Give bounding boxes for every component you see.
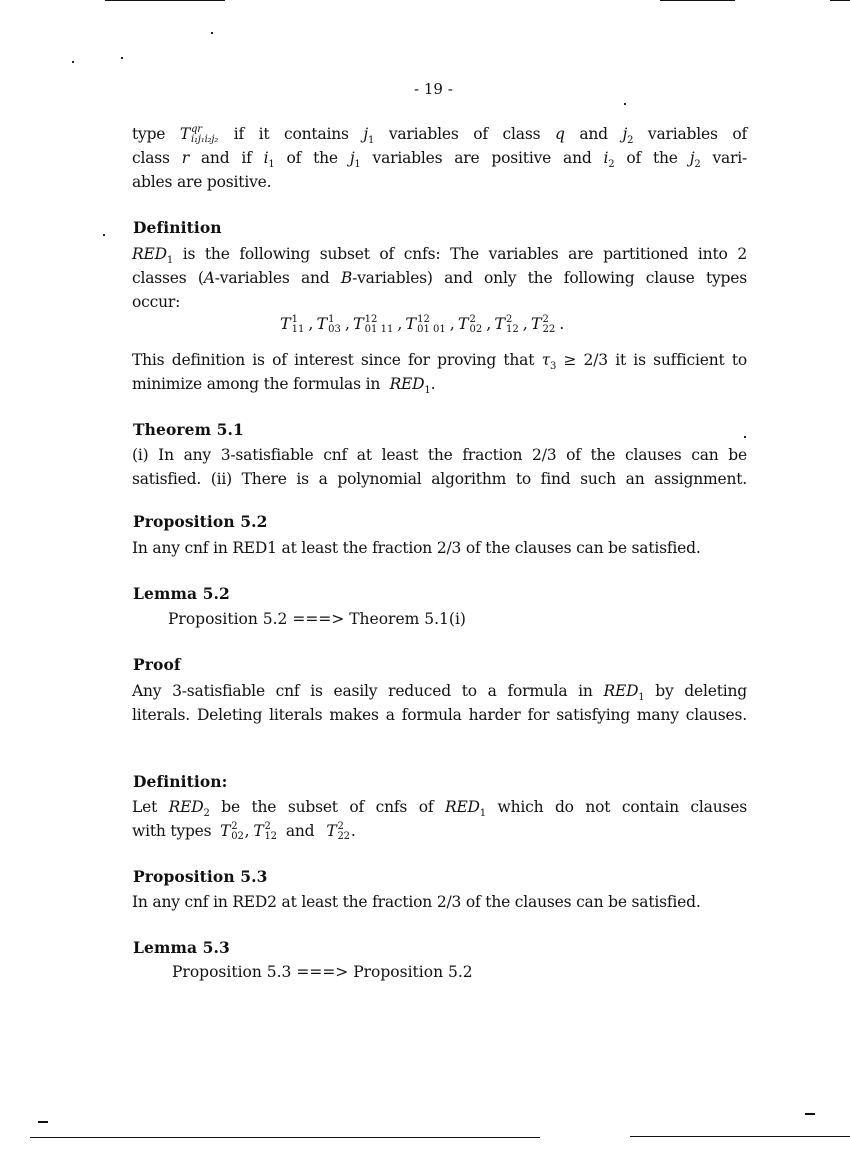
note-line-1 [132,348,747,372]
math-T: T [179,125,191,143]
scan-mark-bottom-left [38,1121,48,1123]
clause-type-subscript: 03 [328,323,341,335]
text: -variables) and only the following clause types [352,269,747,287]
note-line-2 [132,372,747,396]
proof-line-2: literals. Deleting literals makes a formula harder for satisfying many clauses. [132,706,747,724]
math-q: q [554,125,565,143]
definition-note [132,348,747,396]
proof-line-1 [132,679,747,703]
math-red: RED [168,798,204,816]
type-superscript: qr [191,124,202,135]
subscript: 2 [608,159,615,171]
math-A: A [203,269,215,287]
definition2-line-2 [132,819,747,843]
clause-type-subscript: 22 [337,831,350,842]
clause-type-superscript: 2 [337,821,344,832]
theorem-body [132,443,747,491]
scan-rule-top-far-right [830,0,850,1]
subscript: 1 [424,385,431,397]
separator: , [344,314,350,333]
text: if it contains [233,125,349,143]
subscript: 1 [354,159,361,171]
scan-rule-top-left [105,0,225,1]
subscript: 1 [268,159,275,171]
lemma-heading: Lemma 5.2 [133,584,230,603]
separator: , [397,314,403,333]
subscript: 2 [627,135,634,147]
math-T: T [457,314,469,333]
theorem-line-1: (i) In any 3-satisfiable cnf at least the fraction 2/3 of the clauses can be [132,446,747,464]
subscript: 1 [479,808,486,820]
math-T: T [326,822,337,840]
scan-rule-bottom-right [630,1136,850,1137]
clause-type-subscript: 22 [542,323,556,335]
clause-type-subscript: 11 [291,323,305,335]
subscript: 2 [203,808,210,820]
text: and [285,822,315,840]
definition-line-1 [132,242,747,266]
clause-type-subscript: 12 [264,831,277,842]
math-T: T [220,822,231,840]
clause-type-indices [506,315,519,335]
scan-rule-top-right [660,0,735,1]
math-red: RED [389,375,425,393]
math-tau: τ [541,351,550,369]
text: type [132,125,166,143]
separator: . [350,822,356,840]
separator: , [308,314,314,333]
clause-type-superscript: 2 [264,821,271,832]
clause-type-indices [365,315,394,335]
intro-line-1 [132,122,747,146]
definition-heading: Definition [133,218,222,237]
math-j: j [622,125,628,143]
text: ≥ 2/3 it is sufficient to [563,351,748,369]
text: which do not contain clauses [497,798,747,816]
intro-line-2 [132,146,747,170]
separator: , [522,314,528,333]
text: . [430,375,436,393]
lemma-body: Proposition 5.2 ===> Theorem 5.1(i) [168,610,466,628]
text: and [579,125,608,143]
theorem-line-2: satisfied. (ii) There is a polynomial algorithm to find such an assignment. [132,470,747,488]
theorem-heading: Theorem 5.1 [133,420,244,439]
text: is the following subset of cnfs: The variables are partitioned into 2 [182,245,747,263]
clause-type-indices [328,315,341,335]
math-T: T [253,822,264,840]
clause-types-formula [280,314,567,335]
clause-type-superscript: 2 [231,821,238,832]
scan-speck [624,103,626,105]
math-T: T [405,314,417,333]
scan-speck [211,32,213,34]
scan-mark-bottom-right [805,1113,815,1115]
proof-body [132,679,747,727]
type-subscript: i₁j₁i₂j₂ [191,134,219,145]
definition-line-3: occur: [132,293,181,311]
subscript: 2 [694,159,701,171]
clause-type-indices [417,315,446,335]
separator: , [486,314,492,333]
clause-type-superscript: 1 [328,313,335,325]
text: be the subset of cnfs of [221,798,434,816]
definition-line-2 [132,266,747,290]
clause-type-superscript: 12 [364,313,378,325]
math-T: T [280,314,291,333]
math-i: i [603,149,609,167]
math-B: B [340,269,353,287]
text: variables of [647,125,748,143]
clause-type-indices [469,315,482,335]
math-r: r [181,149,189,167]
text: with types [132,822,212,840]
lemma-body: Proposition 5.3 ===> Proposition 5.2 [172,963,473,981]
clause-type-subscript: 02 [469,323,483,335]
subscript: 1 [368,135,375,147]
text: -variables and [214,269,330,287]
scan-speck [72,61,74,63]
text: Let [132,798,158,816]
type-indices [191,125,218,145]
clause-type-indices [338,822,350,842]
definition-heading: Definition: [133,772,228,791]
clause-type-indices [264,822,276,842]
text: by deleting [655,682,747,700]
clause-type-superscript: 12 [417,313,430,325]
text: classes ( [132,269,204,287]
clause-type-indices [292,315,305,335]
math-red: RED [132,245,167,263]
scan-speck [103,234,105,236]
lemma-heading: Lemma 5.3 [133,938,230,957]
clause-type-superscript: 2 [469,313,476,325]
math-j: j [689,149,695,167]
definition-body [132,795,747,843]
text: This definition is of interest since for proving that [132,351,535,369]
intro-paragraph [132,122,747,194]
proposition-heading: Proposition 5.3 [133,867,268,886]
clause-type-subscript: 01 01 [417,323,446,335]
definition-body [132,242,747,314]
subscript: 1 [166,255,173,267]
text: class [132,149,170,167]
scan-speck [121,57,123,59]
text: variables of class [388,125,541,143]
clause-type-subscript: 01 11 [364,323,394,335]
text: of the [626,149,678,167]
subscript: 1 [638,692,645,704]
scan-rule-bottom-left [30,1137,540,1138]
page-number: - 19 - [414,80,453,98]
clause-type-indices [231,822,243,842]
clause-type-superscript: 2 [505,313,513,325]
separator: , [244,822,250,840]
proposition-body: In any cnf in RED1 at least the fraction 2/3 of the clauses can be satisfied. [132,539,701,557]
text: Any 3-satisfiable cnf is easily reduced to a formula in [132,682,593,700]
math-j: j [363,125,369,143]
math-j: j [349,149,355,167]
text: vari- [712,149,748,167]
math-i: i [263,149,269,167]
math-red: RED [444,798,480,816]
text: of the [286,149,338,167]
proposition-body: In any cnf in RED2 at least the fraction 2/3 of the clauses can be satisfied. [132,893,701,911]
clause-type-subscript: 02 [231,831,244,842]
clause-type-subscript: 12 [505,323,519,335]
clause-type-superscript: 1 [291,313,299,325]
definition2-line-1 [132,795,747,819]
text: and if [200,149,252,167]
math-T: T [316,314,328,333]
clause-type-superscript: 2 [542,313,549,325]
separator: , [449,314,455,333]
math-red: RED [603,682,639,700]
intro-line-3: ables are positive. [132,173,272,191]
text: minimize among the formulas in [132,375,381,393]
scan-speck [744,436,746,438]
proof-heading: Proof [133,655,181,674]
proposition-heading: Proposition 5.2 [133,512,268,531]
math-T: T [353,314,364,333]
math-T: T [494,314,505,333]
subscript: 3 [549,361,557,373]
math-T: T [530,314,542,333]
clause-type-indices [542,315,555,335]
separator: . [559,314,565,333]
text: variables are positive and [372,149,592,167]
